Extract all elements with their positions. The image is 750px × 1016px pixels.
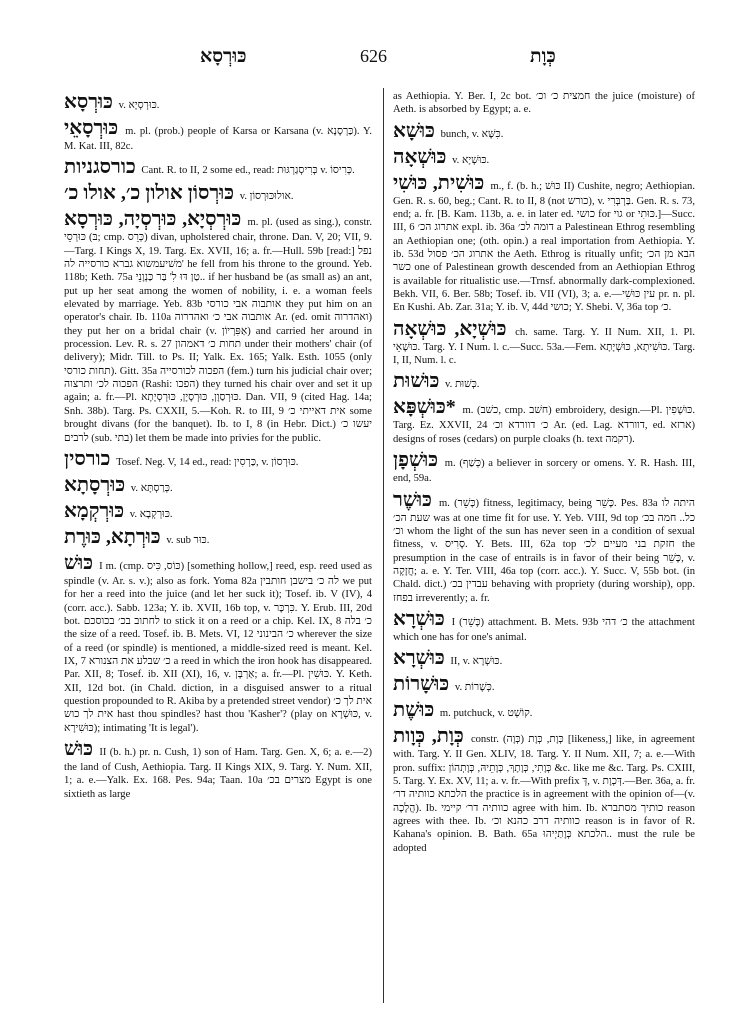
dictionary-entry <box>64 155 372 179</box>
entry-definition: m. pl. (prob.) people of Karsa or Karsana (v. כַּרְסָנָא). Y. M. Kat. III, 82c. <box>64 126 372 152</box>
entry-headword: כּוּרְתָא, כּוּרֶת <box>64 525 161 548</box>
entry-definition: v. כְּשָׁרוֹת. <box>454 682 495 694</box>
entry-headword: כּוּרְקְמָא <box>64 499 125 522</box>
entry-headword: כּוּשׁוּת <box>393 370 440 393</box>
entry-headword: כּוּשְׁאָה <box>393 145 447 168</box>
entry-headword: כּוּשְׁרָא <box>393 607 445 630</box>
dictionary-entry <box>393 171 695 315</box>
dictionary-entry <box>393 448 695 485</box>
entry-headword: כורסין <box>64 447 111 470</box>
entry-definition: v. כּוּרְקְבָא. <box>129 508 173 520</box>
entry-definition: m. (כָּשֵׁר) fitness, legitimacy, being כָּשֵׁר. Pes. 83a היתה לו שעת הכ׳ was at one time fit for use. Y. Yeb. VIII, 9d top כל.. חמה בכ׳ וכ׳ whom the light of the sun has never seen in a condition of sexual fitness, v. סָרִיס. Y. Bets. III, 62a top חזקת בני מעיים לכ׳ the presumption in the case of entrails is in favor of their being כָּשֵׁר, v. חֲזָקָה; a. e. Y. Ter. VIII, 46a top (corr. acc.). Y. Succ. V, 55b bot. (in Chald. dict.) עבדין בכ׳ behaving with propriety (during worship), opp. בפחז irreverently; a. fr. <box>393 497 695 604</box>
running-head-right: כְּוָת <box>530 46 556 67</box>
entry-definition: v. כְּשׁוּת. <box>445 379 480 391</box>
entry-headword: כּוּשְׁרָא <box>393 647 445 670</box>
dictionary-entry <box>393 607 695 644</box>
dictionary-entry <box>393 488 695 605</box>
entry-definition: constr. כְּוָת, כְּוָת (כְּוָה) [likeness,] like, in agreement with. Targ. Y. II Gen. XLIV, 18. Targ. Y. II Num. XII, 7; a. e.—With pron. suffix: כְּוָתִי, כְּוָתָךְ, כְּוָתֵיהּ, כְּוָתְהוֹן &c. like me &c. Targ. Ps. CXIII, 5. Targ. Y. Ex. XV, 11; a. v. fr.—With prefix דְּ, v. דְּכְוָת.—Ber. 36a, a. fr. הלכתא כוותיה דר׳ the practice is in agreement with the opinion of—(v. הֲלָכָה). Ib. כוותיה דר׳ קיימי agree with him. Ib. כותיך מסתברא reason agrees with thee. Ib. כוותיה דרב כהנא וכ׳ reason is in favor of R. Kahana's opinion. B. Bath. 65a הלכתא כְּוָתַיְיהוּ.. must the rule be adopted <box>393 734 696 854</box>
entry-definition: m. (כְּשַׁף) a believer in sorcery or omens. Y. R. Hash. III, end, 59a. <box>393 458 695 485</box>
dictionary-entry <box>64 447 372 471</box>
entry-definition: v. אולוּכּוּרְסוֹן. <box>239 191 294 203</box>
dictionary-entry <box>64 90 372 114</box>
dictionary-entry <box>64 116 372 153</box>
dictionary-entry <box>393 317 695 368</box>
dictionary-entry <box>393 646 695 670</box>
entry-headword: כּוּשָׁא <box>393 119 435 142</box>
dictionary-entry <box>393 672 695 696</box>
entry-definition: Cant. R. to II, 2 some ed., read: כְּרִיסְגַרְגּוּת v. כְּרִיסוֹ. <box>141 165 355 177</box>
entry-headword: כּוּרְסָאֵי <box>64 117 119 139</box>
running-head-left: כּוּרְסָא <box>200 46 247 67</box>
entry-definition: I m. (cmp. כּוֹס, כִּיס) [something hollow,] reed, esp. reed used as spindle (v. Ar. s. v.); also as fork. Yoma 82a לה כ׳ בישבן חותבין we put for her a reed into the juice (and let her suck it); Tosef. ib. V (IV), 4 (corr. acc.). Sabb. 123a; Y. ib. XVII, 16b top, v. כִּרְכָּר. Y. Erub. III, 20d bot. לחתוב בכ׳ בכוסכם to stick it on a reed or a chip. Kel. IX, 8 כ׳ בלה the size of a reed. Tosef. ib. B. Mets. VI, 12 כ׳ הבינוני wherever the size of a reed (or spindle) is mentioned, a middle-sized reed is meant. Kel. IX, 7 כ׳ שבלע את הצנורא a reed in which the iron hook has disappeared. Par. XII, 8; Tosef. ib. XII (XI), 16, v. אַרְבָּן; a. fr.—Pl. כּוּשִׁין. Y. Keth. XII, 12d bot. (in Chald. diction, in a disguised answer to a ritual question propounded to R. Akiba by a pretended street vendor) אית לך כ׳ אית לך כוש hast thou spindles? hast thou 'Kasher'? (play on כּוּשְׁרָא, v. כּוּשִׁירָא); intimating 'It is legal'). <box>64 560 373 734</box>
left-column <box>64 90 372 803</box>
entry-definition: v. sub כּוּר. <box>166 534 210 546</box>
page-header <box>60 44 690 74</box>
entry-definition: m. pl. (used as sing.), constr. כּוּרְסֵי (בּ; cmp. כְּרֵס) divan, upholstered chair, throne. Dan. V, 20; VII, 9.—Targ. I Kings X, 19. Targ. Ex. XVII, 16; a. fr.—Hull. 59b [read:] נפל משׁיעמשוא גברא כורסייה לה' he fell from his throne to the ground. Yeb. 118b; Keth. 75a טַן דּוּ לִ' בַּר כַּנְוָנֵי.. if her husband be (as small as) an ant, put up her seat among the women of nobility, i. e. a woman feels elevated by marriage. Yeb. 83b אותבוה אבי כורסי they put him on an operator's chair. Ib. 110a אותבוה אבי כ׳ ואהדרוה Ar. (ed. omit ואהדרוה) they put her on a bridal chair (v. אַפִּרְיוֹן) and carried her around in procession. Lev. R. s. 27 תחות כ׳ דאמהון under their mothers' chair (of delivery); Midr. Till. to Ps. II; Yalk. Ex. 165; Yalk. Esth. 1055 (only תחות כורסי). Gitt. 35a הפכוה לכורסייה (fem.) turn his judicial chair over; הפכוה לכ׳ ותרצוה (Rashi: הפכו) they turned his chair over and set it up again; a. fr.—Pl. כּוּרְסַוָן, כּוּרְסָיָן, כּוּרְסְיָתָא. Dan. VII, 9 (cited Hag. 14a; Snh. 38b). Targ. Ps. CXXII, 5.—Koh. R. to III, 9 אית דאייתי כ׳ some brought divans (for the banquet). Ib. to I, 8 (in Hebr. Dict.) יעשו כ׳ לרבים (sub. בתי) let them be made into privies for the public. <box>64 217 373 444</box>
entry-headword: *כּוּשְׁפָּא <box>393 396 456 419</box>
dictionary-entry <box>64 499 372 523</box>
entry-headword: כּוּשֶׁר <box>393 488 432 511</box>
entry-definition: as Aethiopia. Y. Ber. I, 2c bot. חמצית כ׳ וכ׳ the juice (moisture) of Aeth. is absorbed by Egypt; a. e. <box>393 91 695 116</box>
dictionary-entry <box>64 551 372 735</box>
entry-headword: כורסגניות <box>64 156 136 179</box>
dictionary-entry <box>64 473 372 497</box>
dictionary-entry <box>393 369 695 393</box>
dictionary-entry <box>64 207 372 445</box>
entry-definition: m. (כשׁב, cmp. חשׁב) embroidery, design.—Pl. כּוּשְׁפִין. Targ. Ez. XXVII, 24 כ׳ דוורדא וכ׳ Ar. (ed. Lag. דוורדא, ed. ארזא) designs of roses (cedars) on purple cloaks (h. text רקמה). <box>393 405 695 445</box>
entry-headword: כּוּשֶׁת <box>393 699 435 722</box>
entry-headword: כּוּשָׁרוֹת <box>393 673 450 696</box>
entry-definition: I (כָּשֵׁר) attachment. B. Mets. 93b כ׳ דהי the attachment which one has for one's animal. <box>393 616 695 643</box>
entry-headword: כּוּרְסוֹן אולון כ׳, אולו כ׳ <box>64 182 235 205</box>
entry-definition: bunch, v. כִּשָּׁא. <box>440 128 504 140</box>
entry-definition: II, v. כּוּשְׁרָא. <box>450 656 503 668</box>
entry-headword: כּוּשִׁית, כּוּשִׁי <box>393 171 485 194</box>
entry-headword: כּוּרְסְיָא, כּוּרְסְיָה, כּוּרְסָא <box>64 208 242 231</box>
column-divider <box>383 88 384 1003</box>
entry-definition: v. כְּרַסְתָּא. <box>130 482 173 494</box>
dictionary-entry <box>393 119 695 143</box>
entry-definition: v. כּוּשְׁיָא. <box>452 154 490 166</box>
entry-headword: כּוּשׁ <box>64 737 94 760</box>
dictionary-entry <box>393 395 695 446</box>
right-column <box>393 90 695 857</box>
entry-headword: כּוּשְׁיָא, כּוּשְׁאָה <box>393 317 507 340</box>
dictionary-entry <box>64 525 372 549</box>
entry-headword: כּוּשְׁפָן <box>393 449 439 472</box>
dictionary-entry <box>393 698 695 722</box>
entry-definition: v. כּוּרְסְיָא. <box>118 100 160 111</box>
dictionary-entry <box>64 181 372 205</box>
dictionary-entry <box>393 145 695 169</box>
entry-headword: כְּוָת, כְּוָות <box>393 725 464 748</box>
entry-definition: II (b. h.) pr. n. Cush, 1) son of Ham. Targ. Gen. X, 6; a. e.—2) the land of Cush, Aethiopia. Targ. II Kings XIX, 9. Targ. Y. Num. XII, 1; a. e.—Yalk. Ex. 168. Pes. 94a; Taan. 10a מצרים בכ׳ Egypt is one sixtieth as large <box>64 746 372 800</box>
entry-headword: כּוּרְסָא <box>64 91 113 113</box>
entry-definition: Tosef. Neg. V, 14 ed., read: כַּרְסִין, v. כּוּרְסוֹן. <box>116 456 299 468</box>
dictionary-entry <box>393 90 695 117</box>
dictionary-entry <box>64 737 372 801</box>
dictionary-entry <box>393 724 695 855</box>
entry-definition: m. putchuck, v. קוֹשְׁט. <box>439 708 533 720</box>
entry-headword: כּוּשׁ <box>64 551 94 574</box>
entry-definition: m., f. (b. h.; כּוּשׁ II) Cushite, negro; Aethiopian. Gen. R. s. 60, beg.; Cant. R. to II, 8 (not כורש), v. בַּרְבְּרִי. Gen. R. s. 73, end; a. fr. [B. Kam. 113b, a. e. in later ed. כושי for גוי or כּוּתִי.]—Succ. III, 6 אתרוג הכ׳ expl. ib. 36a דומה לכ׳ a Palestinean Ethrog resembling an Aethiopian one; (oth. opin.) a real importation from Aethiopia. Y. ib. 53d אתרוג הכ׳ פסול the Aeth. Ethrog is ritually unfit; הבא מן הכ׳ כשר one of Palestinean growth descended from an Aethiopian Ethrog is available for ritualistic use.—Trnsf. abnormally dark-complexioned. Bekh. VII, 6. Ber. 58b; Tosef. ib. VII (VI), 3; a. e.—עין כּוּשִׁי pr. n. pl. En Kushi. Ab. Zar. 31a; Y. ib. V, 44d כושי; Y. Shebi. V, 36a top כ׳. <box>393 180 696 314</box>
page-number: 626 <box>360 46 387 66</box>
entry-headword: כּוּרְסָתָא <box>64 473 126 496</box>
entry-definition: ch. same. Targ. Y. II Num. XII, 1. Pl. כּוּשָׁאֵי. Targ. Y. I Num. l. c.—Succ. 53a.—Fem. כּוּשִׁיתָא, כּוּשְׁיָתָא. Targ. I, II, Num. l. c. <box>393 326 695 367</box>
